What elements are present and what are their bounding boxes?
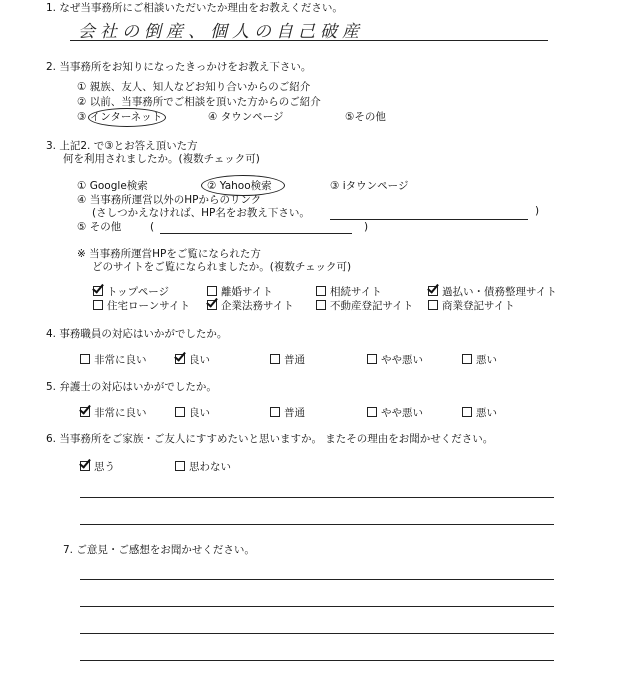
q1-answer-line: [70, 40, 548, 41]
checkbox-icon: [93, 300, 103, 310]
q2-question: 2. 当事務所をお知りになったきっかけをお教え下さい。: [46, 61, 312, 73]
q4-option[interactable]: 悪い: [462, 354, 497, 367]
site-checkbox-commercial[interactable]: 商業登記サイト: [428, 300, 515, 313]
site-checkbox-debt[interactable]: 過払い・債務整理サイト: [428, 286, 557, 299]
checked-checkbox-icon: [80, 461, 90, 471]
q3-other-line: [160, 233, 352, 234]
site-checkbox-top[interactable]: トップページ: [93, 286, 169, 299]
q2-option-2[interactable]: ② 以前、当事務所でご相談を頂いた方からのご紹介: [77, 96, 321, 108]
checkbox-icon: [207, 286, 217, 296]
q6-option[interactable]: 思う: [80, 461, 115, 474]
checkbox-icon: [428, 300, 438, 310]
q5-option[interactable]: 悪い: [462, 407, 497, 420]
q7-comment-line: [80, 579, 554, 580]
checkbox-icon: [175, 461, 185, 471]
q1-question: 1. なぜ当事務所にご相談いただいたか理由をお教えください。: [46, 2, 343, 14]
q1-handwritten-answer: 会社の倒産、個人の自己破産: [78, 22, 364, 42]
q6-question: 6. 当事務所をご家族・ご友人にすすめたいと思いますか。 またその理由をお聞かせください。: [46, 433, 494, 445]
q4-question: 4. 事務職員の対応はいかがでしたか。: [46, 328, 228, 340]
q3-option-yahoo-circle-mark: [201, 175, 285, 196]
q2-option-3[interactable]: ③ インターネット: [77, 111, 163, 123]
q3-option-yahoo[interactable]: ② Yahoo検索: [207, 180, 272, 192]
checkbox-icon: [367, 354, 377, 364]
q6-option[interactable]: 思わない: [175, 461, 231, 474]
checkbox-icon: [270, 407, 280, 417]
site-checkbox-inheritance[interactable]: 相続サイト: [316, 286, 382, 299]
q3-question-line1: 3. 上記2. で③とお答え頂いた方: [46, 140, 198, 152]
q5-option[interactable]: 良い: [175, 407, 210, 420]
q7-comment-line: [80, 660, 554, 661]
checkbox-icon: [316, 300, 326, 310]
q3-other-open-paren: (: [150, 221, 155, 233]
q2-option-1[interactable]: ① 親族、友人、知人などお知り合いからのご紹介: [77, 81, 311, 93]
site-checkbox-divorce[interactable]: 離婚サイト: [207, 286, 273, 299]
q5-option[interactable]: やや悪い: [367, 407, 423, 420]
q2-option-5[interactable]: ⑤その他: [345, 111, 386, 123]
checkbox-icon: [462, 354, 472, 364]
q4-option[interactable]: 非常に良い: [80, 354, 147, 367]
q6-reason-line: [80, 497, 554, 498]
q2-option-4[interactable]: ④ タウンページ: [208, 111, 284, 123]
q2-option-3-circle-mark: [88, 108, 166, 127]
q4-option[interactable]: やや悪い: [367, 354, 423, 367]
q5-question: 5. 弁護士の対応はいかがでしたか。: [46, 381, 217, 393]
q3-hp-name-close-paren: ): [535, 205, 540, 217]
checked-checkbox-icon: [207, 300, 217, 310]
q7-comment-line: [80, 633, 554, 634]
checkbox-icon: [462, 407, 472, 417]
q7-comment-line: [80, 606, 554, 607]
q3-hp-name-line: [330, 219, 528, 220]
q3-option-itownpage[interactable]: ③ iタウンページ: [330, 180, 409, 192]
checkbox-icon: [80, 354, 90, 364]
checkbox-icon: [316, 286, 326, 296]
q3-option-other-hp[interactable]: ④ 当事務所運営以外のHPからのリンク: [77, 194, 262, 206]
q5-option[interactable]: 非常に良い: [80, 407, 147, 420]
checkbox-icon: [367, 407, 377, 417]
q3-question-line2: 何を利用されましたか。(複数チェック可): [63, 153, 260, 165]
checked-checkbox-icon: [428, 286, 438, 296]
q3-option-other-hp-note: (さしつかえなければ、HP名をお教え下さい。: [92, 207, 310, 219]
q4-option[interactable]: 良い: [175, 354, 210, 367]
q3-note-line2: どのサイトをご覧になられましたか。(複数チェック可): [92, 261, 352, 273]
q3-option-google[interactable]: ① Google検索: [77, 180, 148, 192]
site-checkbox-housing-loan[interactable]: 住宅ローンサイト: [93, 300, 190, 313]
q4-option[interactable]: 普通: [270, 354, 305, 367]
q7-question: 7. ご意見・ご感想をお聞かせください。: [63, 544, 255, 556]
checked-checkbox-icon: [80, 407, 90, 417]
q3-other-close-paren: ): [364, 221, 369, 233]
q3-option-other[interactable]: ⑤ その他: [77, 221, 122, 233]
q5-option[interactable]: 普通: [270, 407, 305, 420]
q6-reason-line: [80, 524, 554, 525]
checked-checkbox-icon: [175, 354, 185, 364]
site-checkbox-corporate-law[interactable]: 企業法務サイト: [207, 300, 294, 313]
q3-note-line1: ※ 当事務所運営HPをご覧になられた方: [77, 248, 261, 260]
site-checkbox-real-estate[interactable]: 不動産登記サイト: [316, 300, 413, 313]
checkbox-icon: [270, 354, 280, 364]
checked-checkbox-icon: [93, 286, 103, 296]
checkbox-icon: [175, 407, 185, 417]
